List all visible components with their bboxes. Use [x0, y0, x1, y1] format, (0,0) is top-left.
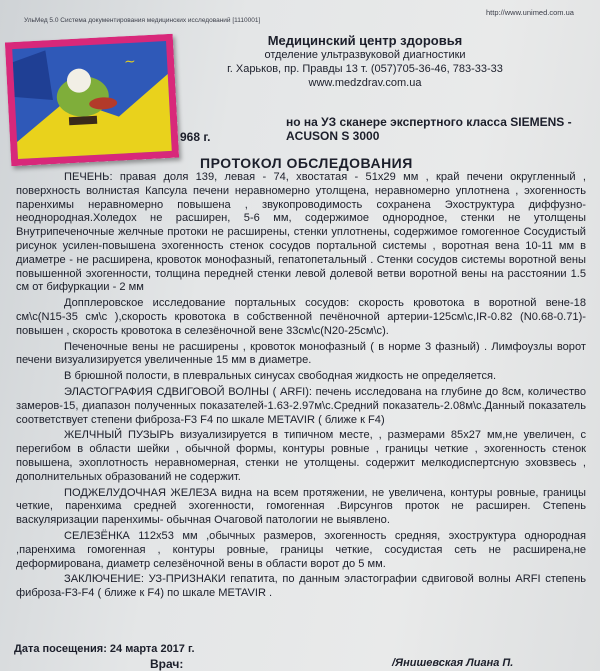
- paragraph-conclusion: ЗАКЛЮЧЕНИЕ: УЗ-ПРИЗНАКИ гепатита, по данным эластографии сдвиговой волны ARFI степень фиброза-F3-F4 ( ближе к F4) по шкале METAVIR .: [16, 573, 586, 600]
- year-fragment: 968 г.: [180, 130, 211, 144]
- paragraph-gallbladder: ЖЕЛЧНЫЙ ПУЗЫРЬ визуализируется в типичном месте, , размерами 85х27 мм,не увеличен, с перегибом в области шейки , обычной формы, контуры ровные , границы четкие , эхогенность стенок повышена, эхоплотность неравномерная, стенки не утолщены. содержит мелкодиспертсную эховзвесь , дополнительных образований не содержит.: [16, 429, 586, 483]
- organization-department: отделение ультразвуковой диагностики: [264, 49, 466, 61]
- visit-date: Дата посещения: 24 марта 2017 г.: [14, 643, 195, 655]
- paragraph-spleen: СЕЛЕЗЁНКА 112х53 мм ,обычных размеров, эхогенность средняя, эхоструктура однородная ,паренхима гомогенная , контуры ровные, границы четкие, сосудистая сеть не расширена,не деформирована, диаметр селезёночной вены в области ворот до 5 мм.: [16, 529, 586, 570]
- organization-address: г. Харьков, пр. Правды 13 т. (057)705-36-46, 783-33-33: [227, 63, 503, 75]
- doctor-label: Врач:: [150, 657, 184, 671]
- paragraph-pancreas: ПОДЖЕЛУДОЧНАЯ ЖЕЛЕЗА видна на всем протяжении, не увеличена, контуры ровные, границы четкие, паренхима средней эхогенности, гомогенная .Вирсунгов проток не расширен. Степень васкуляризации паренхимы- обычная Очаговой патологии не выявлено.: [16, 486, 586, 527]
- paragraph-elastography: ЭЛАСТОГРАФИЯ СДВИГОВОЙ ВОЛНЫ ( ARFI): печень исследована на глубине до 8см, количество замеров-15, диапазон полученных показателей-1.63-2.97м\с.Средний показатель-2.08м\с.Данный показатель соответствует степени фиброза-F3 F4 по шкале METAVIR ( ближе к F4): [16, 385, 586, 426]
- protocol-body: [16, 171, 586, 603]
- paragraph-hepatic-veins: Печеночные вены не расширены , кровоток монофазный ( в норме 3 фазный) . Лимфоузлы ворот печени визуализируется увеличенные 15 мм в диаметре.: [16, 340, 586, 367]
- doctor-signature: /Янишевская Лиана П.: [392, 657, 514, 669]
- organization-name: Медицинский центр здоровья: [267, 33, 463, 48]
- paragraph-liver: ПЕЧЕНЬ: правая доля 139, левая - 74, хвостатая - 51х29 мм , край печени округленный , поверхность волнистая Капсула печени неравномерно утолщена, неравномерно уплотнена , эхогенность паренхимы неравномерно повышена , звукопроводимость сохранена Эхоструктура диффузно-неоднородная.Холедох не расширен, 5-6 мм, содержимое однородное, стенки не утолщены Внутрипеченочные желчные протоки не расширены, стенки уплотнены, содержимое гомогенное Сосудистый рисунок усилен-повышена эхогенность стенок сосудов портальной системы , воротная вена 10-11 мм в диаметре - не расширена, кровоток монофазный, гепатопетальный . Стенки сосудов системы воротной вены повышенной эхогенности, толщина передней стенки левой долевой ветви воротной вены на расстоянии 1.5 см от бифуркации - 2 мм: [16, 171, 586, 294]
- paragraph-doppler: Допплеровское исследование портальных сосудов: скорость кровотока в воротной вене-18 см\с(N15-35 см\с ),скорость кровотока в собственной печёночной артерии-125см\с,IR-0.82 (N0.68-0.71)- повышен , скорость кровотока в селезёночной вене 33см\с(N20-25см\с).: [16, 297, 586, 337]
- paragraph-free-fluid: В брюшной полости, в плевральных синусах свободная жидкость не определяется.: [64, 370, 497, 383]
- matchbox-icon: [5, 34, 179, 167]
- header-url: http://www.unimed.com.ua: [486, 8, 574, 17]
- scanner-line: но на УЗ сканере экспертного класса SIEMENS - ACUSON S 3000: [286, 115, 572, 143]
- header-system-text: УльМед 5.0 Система документирования медицинских исследований [1110001]: [24, 17, 261, 24]
- organization-block: [215, 34, 515, 90]
- organization-website: www.medzdrav.com.ua: [308, 77, 422, 89]
- svg-text:~: ~: [123, 53, 137, 71]
- page-title: ПРОТОКОЛ ОБСЛЕДОВАНИЯ: [200, 155, 413, 171]
